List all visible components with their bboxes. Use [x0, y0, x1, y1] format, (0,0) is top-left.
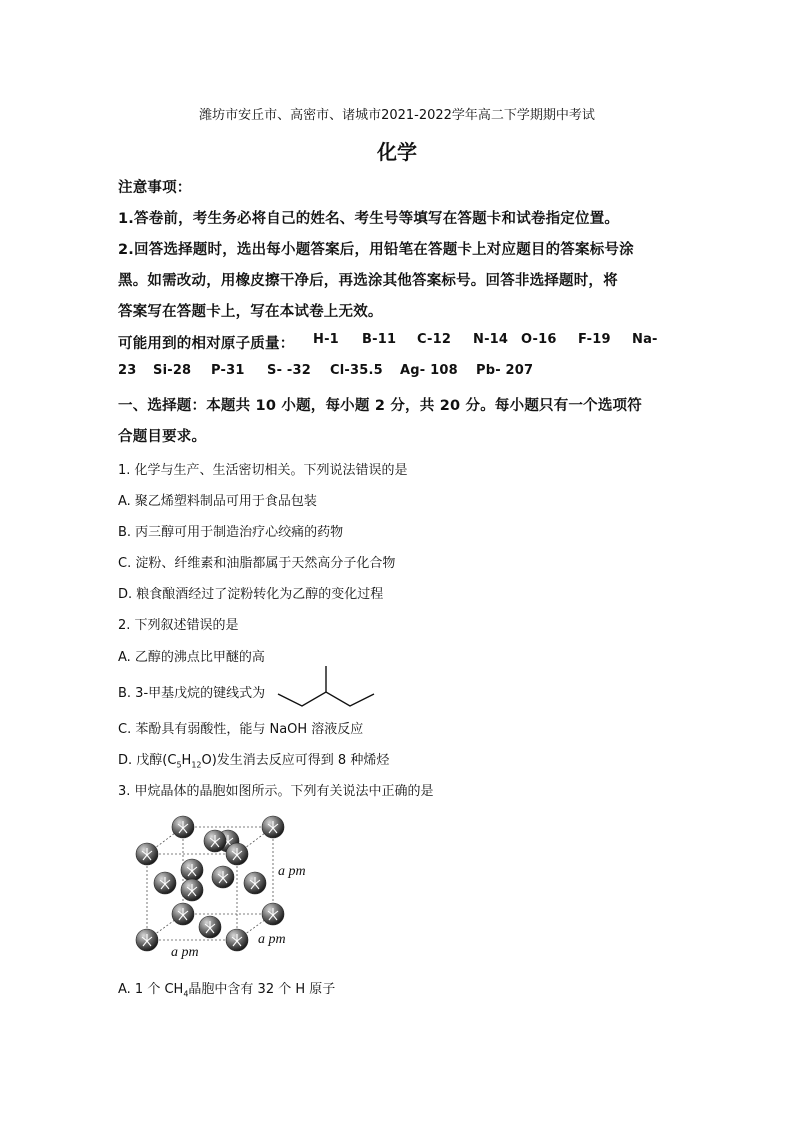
atomic-mass-c: C-12: [417, 332, 452, 347]
methane-unit-cell-figure: [125, 808, 325, 968]
q2-option-d-sub-5: 5: [176, 760, 182, 770]
q3-option-a: [118, 978, 335, 999]
label-a-right: a pm: [278, 864, 306, 879]
atomic-mass-b: B-11: [362, 332, 397, 347]
atomic-mass-f: F-19: [578, 332, 611, 347]
q2-option-d: [118, 749, 389, 770]
atomic-mass-row-1: [118, 332, 678, 352]
q2-option-a: A. 乙醇的沸点比甲醚的高: [118, 650, 265, 665]
atomic-mass-o: O-16: [521, 332, 557, 347]
main-chain: [278, 692, 374, 706]
q2-stem: 2. 下列叙述错误的是: [118, 618, 239, 633]
q2-option-d-h: H: [181, 753, 192, 768]
atomic-mass-ag: Ag- 108: [400, 363, 458, 378]
label-a-bottom-right: a pm: [258, 932, 286, 947]
notes-item-2-line-2: 黑。如需改动，用橡皮擦干净后，再选涂其他答案标号。回答非选择题时，将: [118, 273, 618, 289]
q1-option-a: A. 聚乙烯塑料制品可用于食品包装: [118, 494, 317, 509]
skeletal-formula-3-methylpentane: [276, 662, 380, 710]
q2-option-d-prefix: D. 戊醇(C: [118, 753, 177, 768]
q3-option-a-sub-4: 4: [183, 989, 189, 999]
q3-option-a-suffix: 晶胞中含有 32 个 H 原子: [188, 982, 336, 997]
notes-item-2-line-1: 2.回答选择题时，选出每小题答案后，用铅笔在答题卡上对应题目的答案标号涂: [118, 242, 634, 258]
section-1-line-1: 一、选择题：本题共 10 小题，每小题 2 分，共 20 分。每小题只有一个选项符: [118, 398, 642, 414]
exam-header: 潍坊市安丘市、高密市、诸城市2021-2022学年高二下学期期中考试: [199, 108, 595, 123]
q1-option-d: D. 粮食酿酒经过了淀粉转化为乙醇的变化过程: [118, 587, 384, 602]
q2-option-d-sub-12: 12: [191, 760, 202, 770]
methane-molecules: [136, 816, 284, 951]
atomic-mass-row-2: [118, 363, 678, 383]
q1-option-b: B. 丙三醇可用于制造治疗心绞痛的药物: [118, 525, 344, 540]
q2-option-b: B. 3-甲基戊烷的键线式为: [118, 686, 266, 701]
atomic-mass-pb: Pb- 207: [476, 363, 534, 378]
q1-option-c: C. 淀粉、纤维素和油脂都属于天然高分子化合物: [118, 556, 396, 571]
atomic-mass-na: Na-: [632, 332, 658, 347]
q3-option-a-prefix: A. 1 个 CH: [118, 982, 184, 997]
label-a-bottom: a pm: [171, 945, 199, 960]
atomic-mass-s: S- -32: [267, 363, 311, 378]
section-1-line-2: 合题目要求。: [118, 429, 207, 445]
notes-title: 注意事项：: [118, 180, 192, 196]
atomic-mass-na-value: 23: [118, 363, 137, 378]
notes-item-1: 1.答卷前，考生务必将自己的姓名、考生号等填写在答题卡和试卷指定位置。: [118, 211, 620, 227]
q3-stem: 3. 甲烷晶体的晶胞如图所示。下列有关说法中正确的是: [118, 784, 434, 799]
atomic-mass-cl: Cl-35.5: [330, 363, 383, 378]
q1-stem: 1. 化学与生产、生活密切相关。下列说法错误的是: [118, 463, 408, 478]
subject-title: 化学: [377, 140, 417, 164]
notes-item-2-line-3: 答案写在答题卡上，写在本试卷上无效。: [118, 304, 383, 320]
atomic-mass-p: P-31: [211, 363, 245, 378]
atomic-mass-si: Si-28: [153, 363, 192, 378]
atomic-mass-label: 可能用到的相对原子质量：: [118, 336, 295, 352]
q2-option-c: C. 苯酚具有弱酸性，能与 NaOH 溶液反应: [118, 722, 364, 737]
atomic-mass-n: N-14: [473, 332, 509, 347]
q2-option-d-suffix: O)发生消去反应可得到 8 种烯烃: [201, 753, 390, 768]
atomic-mass-h: H-1: [313, 332, 339, 347]
